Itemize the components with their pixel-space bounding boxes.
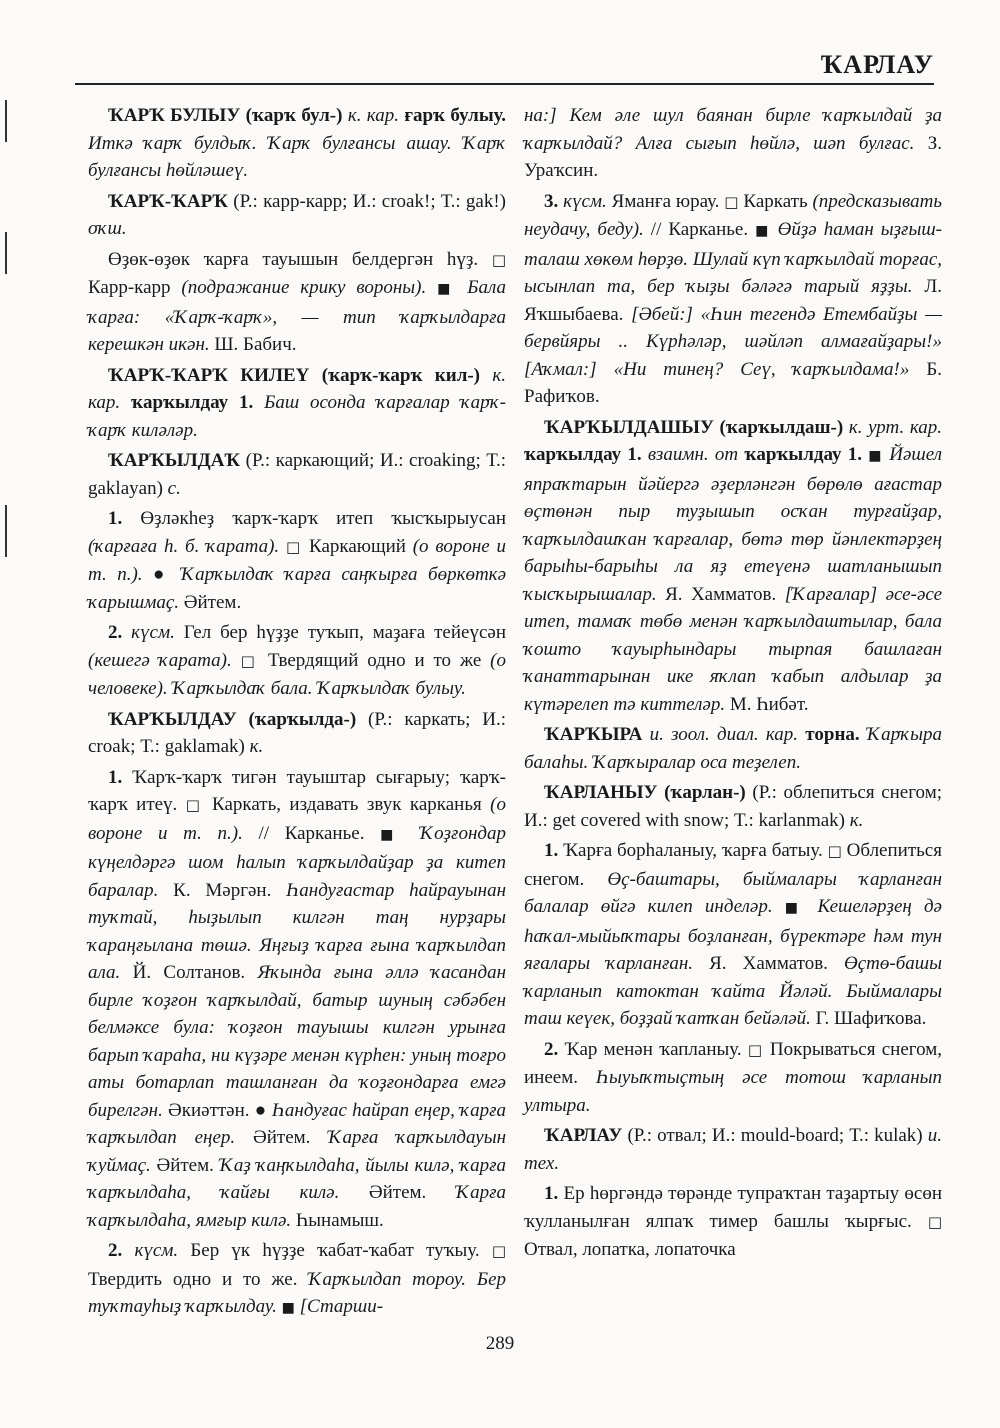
entry-karlanyu-sense-2: 2. Ҡар менән ҡапланыу. □ Покрываться снегом, инеем. Һыуыҡтыҫтың әсе тотош ҡарланып ултыра. (524, 1038, 942, 1116)
header-rule (75, 83, 934, 85)
entry-karkyldak: ҠАРҠЫЛДАҠ (Р.: каркающий; И.: croaking; Т.: gaklayan) с. (88, 450, 506, 499)
left-scan-mark-lower (5, 505, 7, 557)
entry-kark-kark-kileu: ҠАРҠ-ҠАРҠ КИЛЕҮ (ҡарҡ-ҡарҡ кил-) к. кар. ҡарҡылдау 1. Баш осонда ҡарғалар ҡарҡ-ҡарҡ киләләр. (88, 364, 507, 441)
entry-karkyldashyu: ҠАРҠЫЛДАШЫУ (ҡарҡылдаш-) к. урт. кар. ҡарҡылдау 1. взаимн. от ҡарҡылдау 1. ■ Йәшел япраҡтарын йәйергә әҙерләнгән бөрөлө ағастар өҫтөнән пыр туҙышып осҡан турғайҙар, ҡарҡылдашҡан ҡарғалар, бөтә төр йәнлектәрҙең барыһы-барыһы ла яҙ етеүенә шатланышып ҡысҡырышалар. Я. Хамматов. [Ҡарғалар] әсе-әсе итеп, тамаҡ төбө менән ҡарҡылдаштылар, бала ҡошто ҡауырһындары тырпая башлаған ҡанаттарынан ике яҡлап ҡабып алдылар ҙа күтәрелеп тә киттеләр. М. Һибәт. (524, 416, 943, 715)
left-scan-mark-middle (5, 232, 7, 274)
page-number: 289 (485, 1333, 515, 1354)
entry-kark-buluu: ҠАРҠ БУЛЫУ (ҡарҡ бул-) к. кар. ғарҡ булыу. Иткә ҡарҡ булдыҡ. Ҡарҡ булғансы ашау. Ҡарҡ булғансы һөйләшеү. (88, 105, 507, 181)
entry-kark-kark: ҠАРҠ-ҠАРҠ (Р.: карр-карр; И.: croak!; Т.: gak!) оҡш. (88, 190, 506, 239)
entry-karlanyu: ҠАРЛАНЫУ (ҡарлан-) (Р.: облепиться снегом; И.: get covered with snow; Т.: karlanmak) к. (524, 782, 942, 831)
left-column (88, 102, 506, 1326)
entry-karkyldau-continued: на:] Кем әле шул баянан бирле ҡарҡылдай ҙа ҡарҡылдай? Алға сығып һөйлә, шәп булғас. З. Ураҡсин. (524, 105, 942, 181)
entry-karkyldak-sense-2: 2. күсм. Гел бер һүҙҙе туҡып, маҙаға тейеүсән (кешегә ҡарата). □ Твердящий одно и то же (о человеке). Ҡарҡылдаҡ бала. Ҡарҡылдаҡ булыу. (88, 622, 506, 699)
entry-karkyldau-sense-2: 2. күсм. Бер үк һүҙҙе ҡабат-ҡабат туҡыу. □ Твердить одно и то же. Ҡарҡылдап тороу. Бер туҡтауһыҙ ҡарҡылдау. ■ [Старши- (88, 1240, 506, 1317)
entry-karlau-sense-1: 1. Ер һөргәндә төрәнде тупраҡтан таҙартыу өсөн ҡулланылған ялпаҡ тимер башлы ҡырғыс. □ Отвал, лопатка, лопаточка (524, 1183, 942, 1260)
entry-kark-kark-sense: Өҙөк-өҙөк ҡарға тауышын белдергән һүҙ. □ Карр-карр (подражание крику вороны). ■ Бала ҡарға: «Ҡарҡ-ҡарҡ», — тип ҡарҡылдарға керешкән икән. Ш. Бабич. (88, 248, 507, 355)
right-column (524, 102, 942, 1267)
left-scan-mark-top (5, 100, 7, 142)
entry-karkyldak-sense-1: 1. Өҙләкһеҙ ҡарҡ-ҡарҡ итеп ҡысҡырыусан (ҡарғаға һ. б. ҡарата). □ Каркающий (о вороне и т. п.). ● Ҡарҡылдаҡ ҡарға саңҡырға бөркөткә ҡарышмаҫ. Әйтем. (88, 508, 507, 613)
entry-karlau: ҠАРЛАУ (Р.: отвал; И.: mould-board; Т.: kulak) и. тех. (524, 1125, 942, 1174)
entry-karkyldau-sense-1: 1. Ҡарҡ-ҡарҡ тигән тауыштар сығарыу; ҡарҡ-ҡарҡ итеү. □ Каркать, издавать звук карканья (о вороне и т. п.). // Карканье. ■ Ҡоҙғондар күңелдәргә шом һалып ҡарҡылдайҙар ҙа китеп баралар. К. Мәргән. Һандуғастар һайрауынан туҡтай, һыҙылып килгән таң нурҙары ҡараңғылана төшә. Яңғыҙ ҡарға ғына ҡарҡылдап ала. Й. Солтанов. Яҡында ғына әллә ҡасандан бирле ҡоҙғон ҡарҡылдай, батыр шуның сәбәбен белмәксе була: ҡоҙғон тауышы килгән урынға барып ҡараһа, ни күҙәре менән күрһен: уның тоғро аты ботарлап ташланған да ҡоҙғондарға емгә бирелгән. Әкиәттән. ● Һандуғас һайрап еңер, ҡарға ҡарҡылдап еңер. Әйтем. Ҡарға ҡарҡылдауын ҡуймаҫ. Әйтем. Ҡаҙ ҡаңҡылдаһа, йылы килә, ҡарға ҡарҡылдаһа, ҡайғы килә. Әйтем. Ҡарға ҡарҡылдаһа, ямғыр килә. Һынамыш. (88, 766, 507, 1231)
running-head: ҠАРЛАУ (820, 50, 934, 79)
entry-karkyldau-sense-3: 3. күсм. Яманға юрау. □ Каркать (предсказывать неудачу, беду). // Карканье. ■ Өйҙә һаман ыҙғыш-талаш хөкөм һөрҙө. Шулай күп ҡарҡылдай торғас, ысынлап та, бер ҡыҙы бәләгә тарый яҙҙы. Л. Яҡшыбаева. [Әбей:] «Һин тегендә Етембайҙы — бервйяры .. Күрһәләр, шәйләп алмағайҙары!» [Аҡмал:] «Ни тинең? Сеү, ҡарҡылдама!» Б. Рафиҡов. (524, 190, 943, 407)
entry-karkyra: ҠАРҠЫРА и. зоол. диал. кар. торна. Ҡарҡыра балаһы. Ҡарҡыралар оса теҙелеп. (524, 724, 943, 773)
entry-karlanyu-sense-1: 1. Ҡарға борһаланыу, ҡарға батыу. □ Облепиться снегом. Өҫ-баштары, быймалары ҡарланған балалар өйгә килеп инделәр. ■ Кешеләрҙең дә һаҡал-мыйыҡтары боҙланған, бүректәре һәм тун яғалары ҡарланған. Я. Хамматов. Өҫтө-башы ҡарланып катоктан ҡайта Йәләй. Быймалары таш кеүек, боҙҙай ҡатҡан бейәләй. Г. Шафиҡова. (524, 840, 942, 1029)
entry-karkyldau: ҠАРҠЫЛДАУ (ҡарҡылда-) (Р.: каркать; И.: croak; Т.: gaklamak) к. (88, 708, 506, 757)
